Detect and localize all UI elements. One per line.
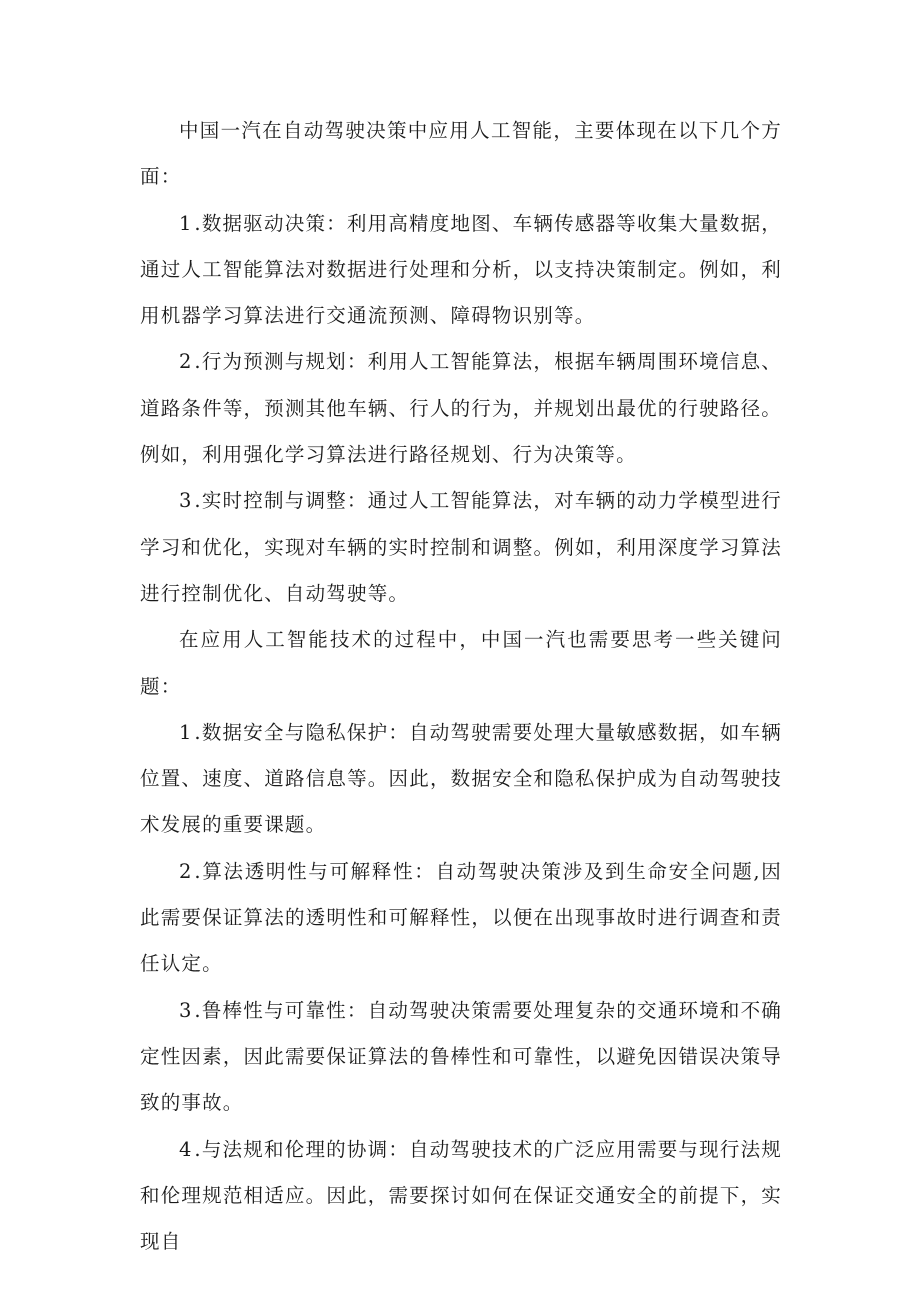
paragraph-text: .算法透明性与可解释性：自动驾驶决策涉及到生命安全问题,因此需要保证算法的透明性和可解释性，以便在出现事故时进行调查和责任认定。 <box>140 859 782 976</box>
list-number: 1 <box>179 720 195 744</box>
list-item-robustness <box>140 988 782 1127</box>
body-text <box>140 108 782 1265</box>
list-item-algorithm-transparency <box>140 849 782 988</box>
paragraph-text: .数据安全与隐私保护：自动驾驶需要处理大量敏感数据，如车辆位置、速度、道路信息等。因此，数据安全和隐私保护成为自动驾驶技术发展的重要课题。 <box>140 720 782 837</box>
list-number: 4 <box>179 1137 195 1161</box>
list-item-data-driven-decision <box>140 201 782 340</box>
paragraph-text: .数据驱动决策：利用高精度地图、车辆传感器等收集大量数据，通过人工智能算法对数据进行处理和分析，以支持决策制定。例如，利用机器学习算法进行交通流预测、障碍物识别等。 <box>140 211 782 328</box>
list-item-behavior-prediction <box>140 339 782 478</box>
list-number: 2 <box>179 350 195 374</box>
paragraph-text: 在应用人工智能技术的过程中，中国一汽也需要思考一些关键问题： <box>140 628 782 698</box>
key-issues-intro-paragraph <box>140 617 782 710</box>
paragraph-text: .鲁棒性与可靠性：自动驾驶决策需要处理复杂的交通环境和不确定性因素，因此需要保证算法的鲁棒性和可靠性，以避免因错误决策导致的事故。 <box>140 998 782 1115</box>
paragraph-text: 中国一汽在自动驾驶决策中应用人工智能，主要体现在以下几个方面： <box>140 119 782 189</box>
list-number: 3 <box>179 998 195 1022</box>
intro-paragraph <box>140 108 782 201</box>
list-item-regulation-ethics <box>140 1127 782 1266</box>
list-item-realtime-control <box>140 478 782 617</box>
paragraph-text: .实时控制与调整：通过人工智能算法，对车辆的动力学模型进行学习和优化，实现对车辆的实时控制和调整。例如，利用深度学习算法进行控制优化、自动驾驶等。 <box>140 489 782 605</box>
list-number: 3 <box>179 489 195 513</box>
list-item-data-security <box>140 710 782 849</box>
paragraph-text: .行为预测与规划：利用人工智能算法，根据车辆周围环境信息、道路条件等，预测其他车辆、行人的行为，并规划出最优的行驶路径。例如，利用强化学习算法进行路径规划、行为决策等。 <box>140 350 782 467</box>
paragraph-text: .与法规和伦理的协调：自动驾驶技术的广泛应用需要与现行法规和伦理规范相适应。因此，需要探讨如何在保证交通安全的前提下，实现自 <box>140 1137 782 1254</box>
list-number: 1 <box>179 211 195 235</box>
list-number: 2 <box>179 859 195 883</box>
